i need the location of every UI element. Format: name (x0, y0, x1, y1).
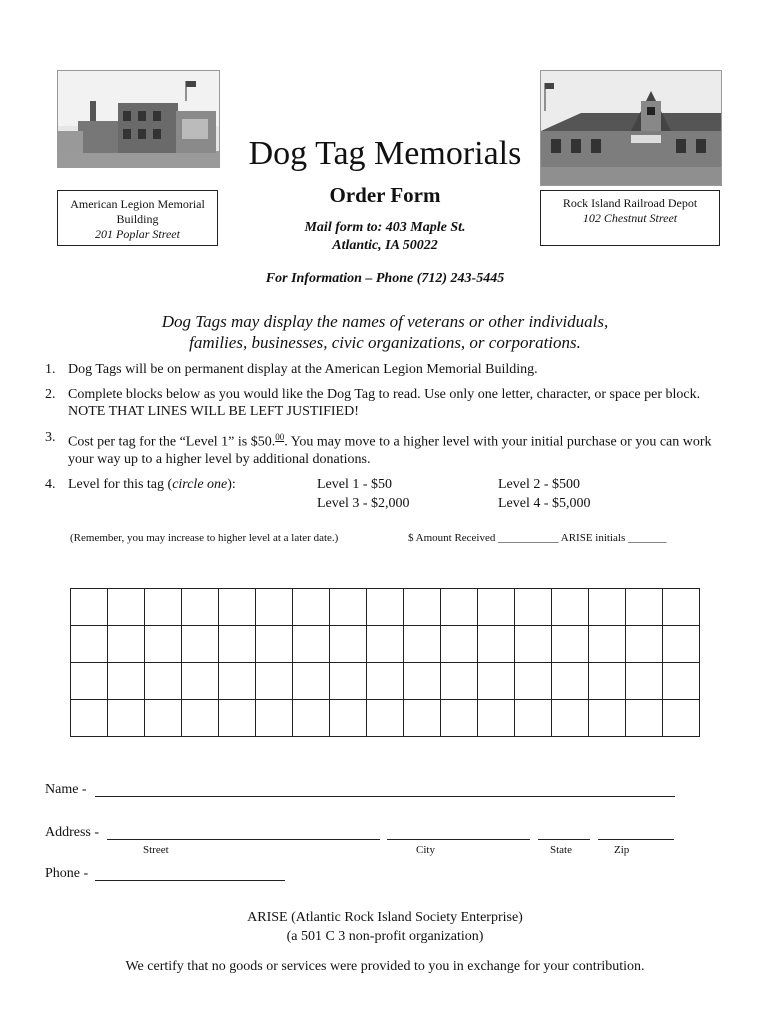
info-phone: For Information – Phone (712) 243-5445 (265, 271, 505, 286)
letter-block[interactable] (589, 663, 626, 700)
letter-block[interactable] (589, 700, 626, 737)
letter-block[interactable] (552, 626, 589, 663)
level-text-em: circle one (172, 477, 228, 492)
letter-block[interactable] (108, 663, 145, 700)
letter-block[interactable] (367, 700, 404, 737)
zip-input-line[interactable] (598, 839, 674, 840)
letter-block[interactable] (145, 663, 182, 700)
remember-note: (Remember, you may increase to higher level at a later date.) (70, 532, 339, 544)
dog-tag-letter-grid[interactable] (70, 588, 700, 737)
letter-block[interactable] (663, 663, 700, 700)
city-input-line[interactable] (387, 839, 530, 840)
name-label: Name - (45, 782, 87, 797)
letter-block[interactable] (441, 700, 478, 737)
letter-block[interactable] (626, 700, 663, 737)
item-number: 2. (45, 387, 56, 402)
level-2-option[interactable]: Level 2 - $500 (498, 477, 581, 492)
phone-input-line[interactable] (95, 880, 285, 881)
letter-block[interactable] (663, 626, 700, 663)
letter-block[interactable] (145, 626, 182, 663)
page-title: Dog Tag Memorials (248, 135, 522, 172)
letter-block[interactable] (552, 663, 589, 700)
letter-block[interactable] (552, 700, 589, 737)
letter-block[interactable] (478, 663, 515, 700)
letter-block[interactable] (108, 700, 145, 737)
form-subtitle: Order Form (329, 183, 441, 207)
letter-block[interactable] (404, 700, 441, 737)
letter-block[interactable] (663, 700, 700, 737)
item-text: Complete blocks below as you would like the Dog Tag to read. Use only one letter, character, or space per block. NOTE THAT LINES WILL BE LEFT JUSTIFIED! (68, 387, 701, 419)
level-text-b: ): (227, 477, 236, 492)
state-input-line[interactable] (538, 839, 590, 840)
letter-block[interactable] (108, 626, 145, 663)
letter-block[interactable] (478, 589, 515, 626)
letter-block[interactable] (404, 626, 441, 663)
letter-block[interactable] (367, 626, 404, 663)
legion-caption-line1: American Legion Memorial (70, 197, 205, 211)
letter-block[interactable] (256, 700, 293, 737)
cost-text-a: Cost per tag for the “Level 1” is $50. (68, 434, 276, 450)
letter-block[interactable] (293, 589, 330, 626)
letter-block[interactable] (441, 626, 478, 663)
state-caption: State (550, 844, 572, 856)
item-number: 3. (45, 430, 56, 445)
letter-block[interactable] (71, 626, 108, 663)
level-4-option[interactable]: Level 4 - $5,000 (498, 496, 591, 511)
letter-block[interactable] (256, 589, 293, 626)
item-number: 1. (45, 362, 56, 377)
letter-block[interactable] (589, 589, 626, 626)
letter-block[interactable] (404, 663, 441, 700)
letter-block[interactable] (219, 589, 256, 626)
letter-block[interactable] (182, 663, 219, 700)
letter-block[interactable] (515, 700, 552, 737)
letter-block[interactable] (256, 626, 293, 663)
legion-caption-address: 201 Poplar Street (95, 227, 180, 241)
letter-block[interactable] (515, 589, 552, 626)
name-input-line[interactable] (95, 796, 675, 797)
street-caption: Street (143, 844, 169, 856)
intro-text (0, 311, 770, 353)
street-input-line[interactable] (107, 839, 380, 840)
org-status: (a 501 C 3 non-profit organization) (286, 929, 484, 944)
letter-block[interactable] (330, 626, 367, 663)
grid-row (71, 700, 700, 737)
org-name: ARISE (Atlantic Rock Island Society Enterprise) (247, 910, 523, 925)
cost-cents: 00 (275, 432, 285, 442)
cost-text-b: . You may move to a higher level with your initial purchase or you can work your way up to a higher level by additional donations. (68, 434, 712, 467)
letter-block[interactable] (626, 663, 663, 700)
letter-block[interactable] (478, 700, 515, 737)
grid-row (71, 589, 700, 626)
amount-received-field[interactable]: $ Amount Received ___________ ARISE initials _______ (408, 532, 667, 544)
letter-block[interactable] (219, 700, 256, 737)
mail-line-2: Atlantic, IA 50022 (332, 238, 438, 253)
intro-line-2: families, businesses, civic organizations, or corporations. (189, 333, 581, 352)
level-3-option[interactable]: Level 3 - $2,000 (317, 496, 410, 511)
letter-block[interactable] (330, 663, 367, 700)
letter-block[interactable] (515, 626, 552, 663)
letter-block[interactable] (71, 589, 108, 626)
letter-block[interactable] (367, 589, 404, 626)
phone-label: Phone - (45, 866, 89, 881)
item-number: 4. (45, 477, 56, 492)
letter-block[interactable] (182, 700, 219, 737)
letter-block[interactable] (552, 589, 589, 626)
letter-block[interactable] (145, 700, 182, 737)
mail-address (0, 219, 770, 255)
item-text (68, 429, 715, 468)
intro-line-1: Dog Tags may display the names of veterans or other individuals, (161, 312, 609, 331)
letter-block[interactable] (108, 589, 145, 626)
legion-caption-line2: Building (116, 212, 159, 226)
letter-block[interactable] (441, 663, 478, 700)
letter-block[interactable] (515, 663, 552, 700)
letter-block[interactable] (182, 626, 219, 663)
letter-block[interactable] (256, 663, 293, 700)
zip-caption: Zip (614, 844, 630, 856)
letter-block[interactable] (182, 589, 219, 626)
letter-block[interactable] (219, 626, 256, 663)
level-1-option[interactable]: Level 1 - $50 (317, 477, 393, 492)
letter-block[interactable] (404, 589, 441, 626)
letter-block[interactable] (293, 663, 330, 700)
mail-line-1: Mail form to: 403 Maple St. (304, 220, 466, 235)
letter-block[interactable] (626, 589, 663, 626)
depot-caption-line1: Rock Island Railroad Depot (562, 196, 698, 210)
depot-caption-address: 102 Chestnut Street (582, 211, 678, 225)
letter-block[interactable] (478, 626, 515, 663)
letter-block[interactable] (441, 589, 478, 626)
city-caption: City (416, 844, 435, 856)
letter-block[interactable] (626, 626, 663, 663)
letter-block[interactable] (330, 700, 367, 737)
letter-block[interactable] (293, 626, 330, 663)
address-label: Address - (45, 825, 100, 840)
letter-block[interactable] (589, 626, 626, 663)
level-text-a: Level for this tag ( (68, 477, 173, 492)
letter-block[interactable] (663, 589, 700, 626)
letter-block[interactable] (293, 700, 330, 737)
letter-block[interactable] (71, 663, 108, 700)
item-text: Dog Tags will be on permanent display at the American Legion Memorial Building. (68, 362, 538, 377)
letter-block[interactable] (219, 663, 256, 700)
letter-block[interactable] (71, 700, 108, 737)
certification-note: We certify that no goods or services were provided to you in exchange for your contribution. (125, 959, 645, 974)
letter-block[interactable] (367, 663, 404, 700)
grid-row (71, 663, 700, 700)
letter-block[interactable] (330, 589, 367, 626)
grid-row (71, 626, 700, 663)
letter-block[interactable] (145, 589, 182, 626)
